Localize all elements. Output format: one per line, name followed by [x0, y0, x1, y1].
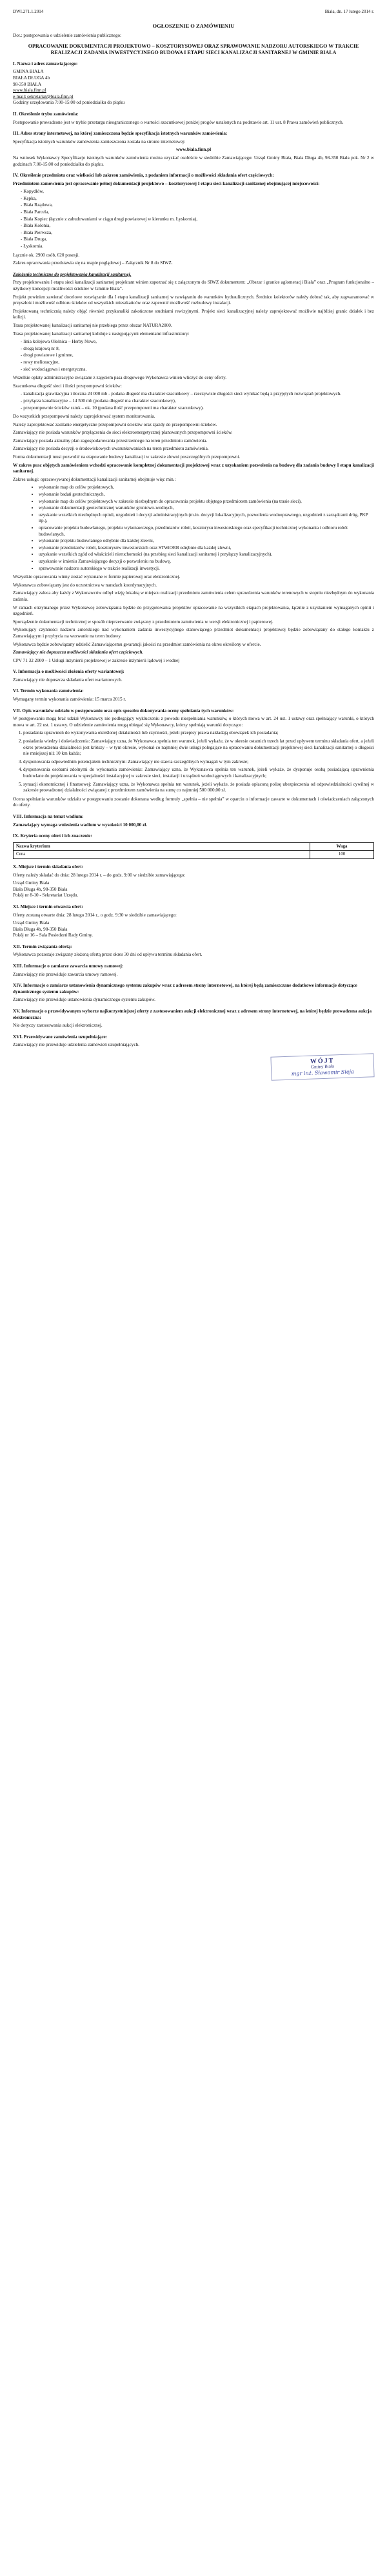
list-item: - przyłącza kanalizacyjne – 14 500 mb (podana długość ma charakter szacunkowy), — [21, 398, 374, 405]
address-line: Urząd Gminy Biała — [13, 920, 50, 926]
list-item: 4. dysponowania osobami zdolnymi do wykonania zamówienia: Zamawiający uzna, że Wykonawca spełnia ten warunek, jeżeli wykaże, że dysponuje osobą posiadającą uprawnienia budowlane do projektowania w specjalności instalacyjnej w zakresie sieci, instalacji i urządzeń wodociągowych i kanalizacyjnych; — [23, 767, 374, 779]
section-12-text: Wykonawca pozostaje związany złożoną ofertą przez okres 30 dni od upływu terminu składania ofert. — [13, 952, 203, 958]
table-header-cell: Nazwa kryterium — [14, 842, 310, 851]
list-item: 2. posiadania wiedzy i doświadczenia: Zamawiający uzna, że Wykonawca spełnia ten warunek, jeżeli wykaże, że w okresie ostatnich trzech lat przed upływem terminu składania ofert, a jeżeli okres prowadzenia działalności jest krótszy – w tym okresie, wykonał co najmniej dwie usługi polegające na opracowaniu dokumentacji projektowej sieci kanalizacji sanitarnej o długości nie mniejszej niż 10 km każda; — [23, 739, 374, 757]
section-10-heading: X. Miejsce i termin składania ofert: — [13, 864, 83, 869]
list-item: 3. dysponowania odpowiednim potencjałem technicznym: Zamawiający nie stawia szczególnych wymagań w tym zakresie; — [23, 759, 374, 766]
section-7-text-2: Ocena spełniania warunków udziału w postępowaniu zostanie dokonana według formuły „spełnia – nie spełnia” w oparciu o informacje zawarte w dokumentach i oświadczeniach załączonych do oferty. — [13, 796, 374, 808]
stamp-signature: mgr inż. Sławomir Sieja — [291, 1069, 355, 1077]
list-item: 1. posiadania uprawnień do wykonywania określonej działalności lub czynności, jeżeli przepisy prawa nakładają obowiązek ich posiadania; — [23, 730, 374, 737]
scope-items-list — [13, 485, 374, 572]
paragraph: Przy projektowaniu I etapu sieci kanalizacji sanitarnej projektant winien zapoznać się z załączonym do SIWZ dokumentem: „Obszar i granice aglomeracji Biała” oraz „Program funkcjonalno – użytkowy koncepcji możliwości ścieków w Gminie Biała”. — [13, 280, 374, 291]
section-14-text: Zamawiający nie przewiduje ustanowienia dynamicznego systemu zakupów. — [13, 997, 155, 1003]
table-row — [14, 851, 374, 859]
list-item: - Biała Pierwsza, — [21, 230, 374, 237]
list-item: - drogi powiatowe i gminne, — [21, 353, 374, 359]
section-2-text: Postępowanie prowadzone jest w trybie przetargu nieograniczonego o wartości szacunkowej poniżej progów ustalonych na podstawie art. 11 ust. 8 Prawa zamówień publicznych. — [13, 119, 344, 125]
address-line: Urząd Gminy Biała — [13, 880, 50, 886]
address-line: Biała Długa 4b, 98-350 Biała — [13, 886, 68, 892]
list-item: - Biała Druga, — [21, 237, 374, 243]
section-2-heading: II. Określenie trybu zamówienia: — [13, 111, 79, 117]
paragraph: Zamawiający zaleca aby każdy z Wykonawców odbył wizję lokalną w miejscu realizacji przedmiotu zamówienia celem sprawdzenia warunków terenowych w stopniu niezbędnym do wykonania zadania. — [13, 590, 374, 602]
infrastructure-list — [13, 339, 374, 373]
list-item: - Kępka, — [21, 196, 374, 202]
wadium-amount: Zamawiający wymaga wniesienia wadium w wysokości 10 000,00 zł. — [13, 822, 148, 828]
paragraph: W ramach otrzymanego przez Wykonawcę zobowiązania będzie do przygotowania projektów opracowanie na wszystkich etapach projektowania, łącznie z uzyskaniem wymaganych opinii i uzgodnień. — [13, 605, 374, 617]
address-line: Pokój nr 8-10 - Sekretariat Urzędu. — [13, 893, 79, 898]
list-item: • wykonanie badań geotechnicznych, — [39, 492, 374, 498]
criteria-table — [13, 842, 374, 859]
partial-offers-note: Zamawiający nie dopuszcza możliwości składania ofert częściowych. — [13, 650, 144, 655]
office-hours: Godziny urzędowania 7:00-15:00 od poniedziałku do piątku — [13, 100, 125, 106]
paragraph: Forma dokumentacji musi pozwolić na etapowanie budowy kanalizacji w zakresie zlewni poszczególnych przepompowni. — [13, 454, 241, 460]
paragraph: Sporządzenie dokumentacji technicznej w sposób nieprzerwanie związany z przedmiotem zamówienia w wersji elektronicznej i papierowej. — [13, 619, 273, 625]
section-7-heading: VII. Opis warunków udziału w postępowaniu oraz opis sposobu dokonywania oceny spełniania tych warunków: — [13, 708, 234, 713]
scope-intro: Przedmiotem zamówienia jest opracowanie pełnej dokumentacji projektowo – kosztorysowej I etapu sieci kanalizacji sanitarnej obejmującej miejscowości: — [13, 180, 320, 186]
list-item: - sieć wodociągowa i energetyczna. — [21, 367, 374, 373]
paragraph: Trasa projektowanej kanalizacji sanitarnej nie przebiega przez obszar NATURA2000. — [13, 322, 172, 328]
table-cell: 100 — [310, 851, 374, 859]
opening-address — [13, 920, 374, 939]
list-item: • wykonanie map do celów projektowych, — [39, 485, 374, 491]
list-item: • wykonanie projektu budowlanego odrębnie dla każdej zlewni, — [39, 538, 374, 545]
section-10-text: Oferty należy składać do dnia: 28 lutego 2014 r. – do godz. 9:00 w siedzibie zamawiającego: — [13, 872, 186, 878]
address-line: Biała Długa 4b, 98-350 Biała — [13, 926, 68, 932]
section-7-text: W postępowaniu mogą brać udział Wykonawcy nie podlegający wykluczeniu z powodu niespełniania warunków, o których mowa w art. 24 ust. 1 ustawy oraz spełniający warunki, o których mowa w art. 22 ust. 1 ustawy. O udzielenie zamówienia mogą ubiegać się Wykonawcy, którzy spełniają warunki dotyczące: — [13, 716, 374, 728]
document-header — [13, 9, 374, 15]
section-6-heading: VI. Termin wykonania zamówienia: — [13, 688, 84, 694]
signature-area — [13, 1055, 374, 1079]
estimates-list — [13, 391, 374, 411]
email-link[interactable]: e-mail: sekretariat@biala.finn.pl — [13, 93, 74, 99]
section-9-heading: IX. Kryteria oceny ofert i ich znaczenie: — [13, 833, 92, 839]
section-6-text: Wymagany termin wykonania zamówienia: 15 marca 2015 r. — [13, 697, 126, 702]
list-item: • uzyskanie wszelkich niezbędnych opinii, uzgodnień i decyzji administracyjnych (m.in. decyzji lokalizacyjnych, pozwolenia wodnoprawnego, uzgodnień z zarządcami dróg, PKP itp.), — [39, 512, 374, 525]
paragraph: Projekt powinien zawierać docelowe rozwiązanie dla I etapu kanalizacji sanitarnej w nawiązaniu do warunków hydraulicznych. Średnice kolektorów należy dobrać tak, aby zagwarantować w przyszłości możliwość odbioru ścieków od wszystkich mieszkańców oraz zapewnić możliwość rozbudowy instalacji. — [13, 294, 374, 306]
list-item: - przepompownie ścieków sztuk – ok. 10 (podana ilość przepompowni ma charakter szacunkowy). — [21, 405, 374, 412]
address-line: 98-350 BIAŁA — [13, 81, 42, 87]
siwz-url-link[interactable]: www.biala.finn.pl — [175, 147, 212, 153]
list-item: • sprawowanie nadzoru autorskiego w trakcie realizacji inwestycji. — [39, 566, 374, 572]
official-stamp — [270, 1053, 374, 1081]
list-item: - Łyskornia. — [21, 244, 374, 250]
document-title: OGŁOSZENIE O ZAMÓWIENIU — [152, 22, 235, 29]
list-item: - Kopydłów, — [21, 189, 374, 195]
contract-headline: OPRACOWANIE DOKUMENTACJI PROJEKTOWO – KOSZTORYSOWEJ ORAZ SPRAWOWANIE NADZORU AUTORSKIEGO W TRAKCIE REALIZACJI ZADANIA INWESTYCYJNEGO BUDOWA I ETAPU SIECI KANALIZACJI SANITARNEJ W GMINIE BIAŁA — [28, 43, 359, 55]
section-16-text: Zamawiający nie przewiduje udzielenia zamówień uzupełniających. — [13, 1042, 139, 1048]
list-item: - Biała Parcela, — [21, 209, 374, 216]
stamp-office: Gminy Biała — [310, 1063, 335, 1070]
list-item: - kanalizacja grawitacyjna i tłoczna 24 000 mb - podana długość ma charakter szacunkowy – rzeczywiste długości sieci wynikać będą z przyjętych rozwiązań projektowych. — [21, 391, 374, 398]
submission-address — [13, 880, 374, 899]
section-13-heading: XIII. Informacje o zamiarze zawarcia umowy ramowej: — [13, 964, 124, 969]
paragraph: Trasa projektowanej kanalizacji sanitarnej koliduje z następującymi elementami infrastruktury: — [13, 331, 190, 336]
section-15-heading: XV. Informacje o przewidywanym wyborze najkorzystniejszej oferty z zastosowaniem aukcji elektronicznej wraz z adresem strony internetowej, na której będzie prowadzona aukcja elektroniczna: — [13, 1009, 372, 1020]
section-5-text: Zamawiający nie dopuszcza składania ofert wariantowych. — [13, 677, 123, 683]
list-item: • wykonanie dokumentacji geotechnicznej warunków gruntowo-wodnych, — [39, 505, 374, 512]
list-item: - rowy melioracyjne, — [21, 360, 374, 366]
address-line: Pokój nr 16 – Sala Posiedzeń Rady Gminy. — [13, 933, 94, 938]
table-header-row — [14, 842, 374, 851]
section-1-heading: I. Nazwa i adres zamawiającego: — [13, 61, 78, 66]
population-note: Łącznie ok. 2900 osób, 620 posesji. — [13, 252, 80, 258]
cpv-code: CPV 71 32 2000 – 1 Usługi inżynierii projektowej w zakresie inżynierii lądowej i wodnej — [13, 657, 180, 663]
paragraph: Zamawiający posiada aktualny plan zagospodarowania przestrzennego na teren przedmiotu zamówienia. — [13, 438, 208, 443]
section-14-heading: XIV. Informacje o zamiarze ustanowienia dynamicznego systemu zakupów wraz z adresem strony internetowej, na której będą zamieszczane dodatkowe informacje dotyczące dynamicznego systemu zakupów: — [13, 983, 357, 994]
conditions-list — [13, 730, 374, 793]
paragraph: Do wszystkich przepompowni należy zaprojektować system monitorowania. — [13, 414, 155, 420]
paragraph: Należy zaprojektować zasilanie energetyczne przepompowni ścieków oraz zjazdy do przepompowni ścieków. — [13, 421, 217, 427]
list-item: • wykonanie przedmiarów robót, kosztorysów inwestorskich oraz STWiORB odrębnie dla każdej zlewni, — [39, 545, 374, 552]
place-and-date: Biała, dn. 17 lutego 2014 r. — [324, 9, 374, 14]
section-15-text: Nie dotyczy zastosowania aukcji elektronicznej. — [13, 1023, 103, 1029]
technical-assumptions-heading: Założenia techniczne do projektowania kanalizacji sanitarnej. — [13, 271, 132, 277]
map-note: Zakres opracowania przedstawia się na mapie poglądowej – Załącznik Nr 8 do SIWZ. — [13, 260, 173, 266]
document-page — [0, 0, 387, 1096]
list-item: - Biała Rządowa, — [21, 202, 374, 209]
lead-line: Dot.: postępowania o udzielenie zamówienia publicznego: — [13, 33, 122, 39]
section-12-heading: XII. Termin związania ofertą: — [13, 944, 72, 949]
list-item: 5. sytuacji ekonomicznej i finansowej: Zamawiający uzna, że Wykonawca spełnia ten warunek, jeżeli wykaże, że posiada opłaconą polisę ubezpieczenia od odpowiedzialności cywilnej w zakresie prowadzonej działalności związanej z przedmiotem zamówienia na sumę co najmniej 500 000,00 zł. — [23, 782, 374, 794]
section-5-heading: V. Informacja o możliwości złożenia oferty wariantowej: — [13, 669, 124, 675]
paragraph: Wykonawca będzie zobowiązany udzielić Zamawiającemu gwarancji jakości na przedmiot zamówienia na okres określony w ofercie. — [13, 641, 261, 647]
address-line: GMINA BIAŁA — [13, 69, 44, 75]
contracting-authority-address — [13, 69, 374, 106]
section-13-text: Zamawiający nie przewiduje zawarcia umowy ramowej. — [13, 971, 118, 977]
website-link[interactable]: www.biala.finn.pl — [13, 88, 46, 93]
paragraph: Zamawiający nie posiada decyzji o środowiskowych uwarunkowaniach na teren przedmiotu zamówienia. — [13, 446, 209, 452]
address-line: BIAŁA DŁUGA 4b — [13, 75, 50, 81]
table-header-cell: Waga — [310, 842, 374, 851]
list-item: - Biała Kopiec (łącznie z zabudowaniami w ciągu drogi powiatowej w kierunku m. Łyskornia), — [21, 217, 374, 223]
section-4-heading: IV. Określenie przedmiotu oraz wielkości lub zakresu zamówienia, z podaniem informacji o możliwości składania ofert częściowych: — [13, 173, 274, 179]
list-item: - linia kolejowa Oleśnica – Herby Nowe, — [21, 339, 374, 345]
list-item: • opracowanie projektu budowlanego, projektu wykonawczego, przedmiarów robót, kosztorysu inwestorskiego oraz specyfikacji technicznej wykonania i odbioru robót budowlanych, — [39, 525, 374, 537]
section-11-heading: XI. Miejsce i termin otwarcia ofert: — [13, 904, 83, 909]
stamp-title: WÓJT — [310, 1057, 335, 1065]
paragraph: Wszelkie opłaty administracyjne związane z zajęciem pasa drogowego Wykonawca winien wliczyć do ceny oferty. — [13, 375, 227, 381]
list-item: • uzyskanie wszelkich zgód od właścicieli nieruchomości (na przebieg sieci kanalizacji sanitarnej i przyłączy kanalizacyjnych), — [39, 552, 374, 558]
table-cell: Cena — [14, 851, 310, 859]
paragraph: Wykonawca zobowiązany jest do uczestnictwa w naradach koordynacyjnych. — [13, 582, 157, 588]
paragraph: Projektowaną technicznią należy objąć również przykanaliki zakończone studniami rewizyjnymi. Projekt sieci kanalizacyjnej należy zaprojektować możliwie najbliżej granic działek i bez kolizji. — [13, 308, 374, 320]
paragraph: Szacunkowa długość sieci i ilości przepompowni ścieków: — [13, 383, 122, 389]
paragraph: Zamawiający nie posiada warunków przyłączenia do sieci elektroenergetycznej planowanych przepompowni ścieków. — [13, 430, 233, 436]
scope-of-works-heading: W zakres prac objętych zamówieniem wchodzi opracowanie kompletnej dokumentacji projektowej wraz z uzyskaniem pozwolenia na budowę dla zadania budowy I etapu kanalizacji sanitarnej. — [13, 462, 374, 474]
reference-number: DWI.271.1.2014 — [13, 9, 44, 14]
list-item: • wykonanie map do celów projektowych w zakresie niezbędnym do opracowania projektu objętego przedmiotem zamówienia (na trasie sieci), — [39, 499, 374, 505]
paragraph: Zakres usługi: opracowywanej dokumentacji kanalizacji sanitarnej obejmuje więc min.: — [13, 476, 176, 482]
localities-list — [13, 189, 374, 249]
section-3-text-2: Na wniosek Wykonawcy Specyfikacje istotnych warunków zamówienia można uzyskać osobiście w siedzibie Zamawiającego: Urząd Gminy Biała, Biała Długa 4b, 98-350 Biała pok. Nr 2 w godzinach 7.00-15.00 od poniedziałku do piątku. — [13, 155, 374, 167]
list-item: - Biała Kolonia, — [21, 223, 374, 229]
list-item: • uzyskanie w imieniu Zamawiającego decyzji o pozwoleniu na budowę, — [39, 559, 374, 565]
section-8-heading: VIII. Informacja na temat wadium: — [13, 813, 84, 819]
section-16-heading: XVI. Przewidywane zamówienia uzupełniające: — [13, 1034, 108, 1040]
paragraph: Wszystkie opracowania winny zostać wykonane w formie papierowej oraz elektronicznej. — [13, 574, 181, 580]
section-3-heading: III. Adres strony internetowej, na której zamieszczona będzie specyfikacja istotnych warunków zamówienia: — [13, 131, 228, 137]
paragraph: Wykonujący czynności nadzoru autorskiego nad wykonaniem zadania inwestycyjnego stanowiącego przedmiot dokumentacji projektowej będzie zobowiązany do stałego kontaktu z Zamawiającym i przybycia na wezwanie na teren budowy. — [13, 627, 374, 639]
section-3-text: Specyfikacja istotnych warunków zamówienia zamieszczona została na stronie internetowej: — [13, 139, 186, 144]
section-11-text: Oferty zostaną otwarte dnia: 28 lutego 2014 r., o godz. 9:30 w siedzibie zamawiającego: — [13, 912, 177, 918]
list-item: - drogą krajową nr 8, — [21, 346, 374, 353]
